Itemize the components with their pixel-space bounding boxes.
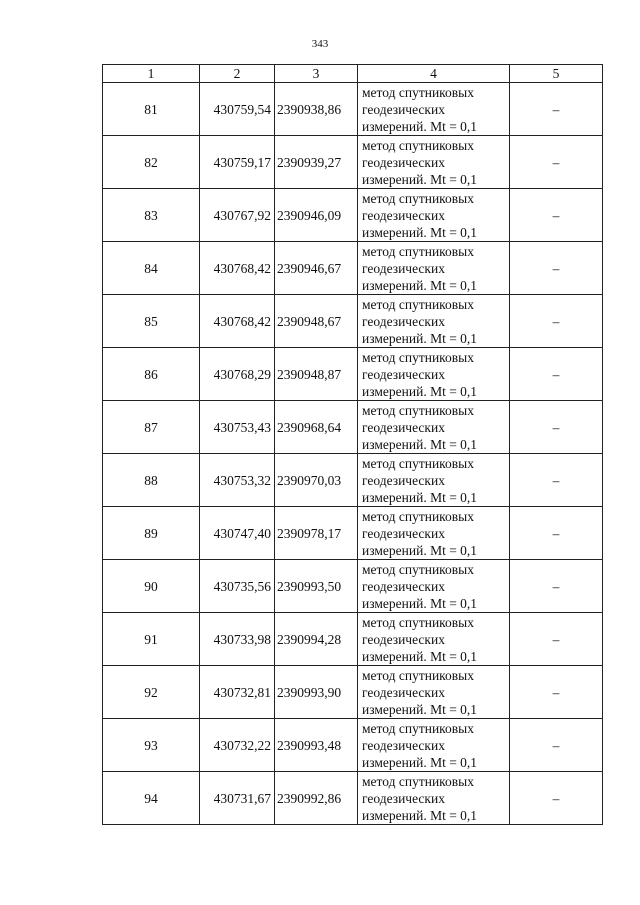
method-cell — [358, 613, 510, 666]
point-number-cell: 86 — [103, 348, 200, 401]
x-coordinate-cell: 430759,17 — [200, 136, 275, 189]
y-coordinate-cell: 2390946,67 — [275, 242, 358, 295]
method-cell — [358, 348, 510, 401]
point-number-cell: 90 — [103, 560, 200, 613]
table-header-row — [103, 65, 603, 83]
x-coordinate-cell: 430733,98 — [200, 613, 275, 666]
method-line: измерений. Mt = 0,1 — [362, 171, 478, 187]
method-line: измерений. Mt = 0,1 — [362, 277, 478, 293]
note-cell: – — [510, 772, 603, 825]
method-line: геодезических — [362, 525, 445, 541]
method-line: измерений. Mt = 0,1 — [362, 542, 478, 558]
table-row — [103, 295, 603, 348]
method-line: метод спутниковых — [362, 137, 474, 153]
method-cell — [358, 666, 510, 719]
method-line: геодезических — [362, 101, 445, 117]
x-coordinate-cell: 430735,56 — [200, 560, 275, 613]
x-coordinate-cell: 430753,43 — [200, 401, 275, 454]
x-coordinate-cell: 430731,67 — [200, 772, 275, 825]
point-number-cell: 91 — [103, 613, 200, 666]
point-number-cell: 88 — [103, 454, 200, 507]
method-line: метод спутниковых — [362, 84, 474, 100]
method-cell — [358, 560, 510, 613]
note-cell: – — [510, 507, 603, 560]
y-coordinate-cell: 2390992,86 — [275, 772, 358, 825]
method-line: геодезических — [362, 419, 445, 435]
method-cell — [358, 772, 510, 825]
y-coordinate-cell: 2390970,03 — [275, 454, 358, 507]
method-line: геодезических — [362, 154, 445, 170]
note-cell: – — [510, 401, 603, 454]
point-number-cell: 81 — [103, 83, 200, 136]
y-coordinate-cell: 2390968,64 — [275, 401, 358, 454]
method-cell — [358, 83, 510, 136]
note-cell: – — [510, 136, 603, 189]
method-line: измерений. Mt = 0,1 — [362, 701, 478, 717]
point-number-cell: 92 — [103, 666, 200, 719]
page-number: 343 — [311, 38, 329, 50]
note-cell: – — [510, 719, 603, 772]
method-line: геодезических — [362, 472, 445, 488]
note-cell: – — [510, 295, 603, 348]
column-header-5: 5 — [510, 65, 603, 83]
column-header-1: 1 — [103, 65, 200, 83]
point-number-cell: 89 — [103, 507, 200, 560]
table-row — [103, 401, 603, 454]
method-cell — [358, 507, 510, 560]
method-line: измерений. Mt = 0,1 — [362, 118, 478, 134]
method-line: метод спутниковых — [362, 508, 474, 524]
x-coordinate-cell: 430747,40 — [200, 507, 275, 560]
note-cell: – — [510, 560, 603, 613]
method-line: измерений. Mt = 0,1 — [362, 807, 478, 823]
method-line: измерений. Mt = 0,1 — [362, 436, 478, 452]
point-number-cell: 84 — [103, 242, 200, 295]
note-cell: – — [510, 83, 603, 136]
method-cell — [358, 401, 510, 454]
point-number-cell: 93 — [103, 719, 200, 772]
method-line: измерений. Mt = 0,1 — [362, 224, 478, 240]
note-cell: – — [510, 454, 603, 507]
method-line: метод спутниковых — [362, 190, 474, 206]
method-cell — [358, 295, 510, 348]
column-header-4: 4 — [358, 65, 510, 83]
note-cell: – — [510, 242, 603, 295]
method-line: геодезических — [362, 790, 445, 806]
table-row — [103, 613, 603, 666]
point-number-cell: 83 — [103, 189, 200, 242]
table-row — [103, 242, 603, 295]
x-coordinate-cell: 430768,29 — [200, 348, 275, 401]
table-row — [103, 772, 603, 825]
table-row — [103, 560, 603, 613]
method-line: метод спутниковых — [362, 614, 474, 630]
x-coordinate-cell: 430732,81 — [200, 666, 275, 719]
method-line: геодезических — [362, 313, 445, 329]
table-row — [103, 83, 603, 136]
table-row — [103, 719, 603, 772]
method-line: метод спутниковых — [362, 455, 474, 471]
y-coordinate-cell: 2390993,50 — [275, 560, 358, 613]
method-line: метод спутниковых — [362, 720, 474, 736]
x-coordinate-cell: 430768,42 — [200, 242, 275, 295]
note-cell: – — [510, 189, 603, 242]
method-line: геодезических — [362, 366, 445, 382]
method-line: измерений. Mt = 0,1 — [362, 648, 478, 664]
x-coordinate-cell: 430768,42 — [200, 295, 275, 348]
method-line: метод спутниковых — [362, 349, 474, 365]
y-coordinate-cell: 2390939,27 — [275, 136, 358, 189]
column-header-2: 2 — [200, 65, 275, 83]
table-row — [103, 136, 603, 189]
method-line: измерений. Mt = 0,1 — [362, 754, 478, 770]
method-line: метод спутниковых — [362, 296, 474, 312]
method-line: измерений. Mt = 0,1 — [362, 330, 478, 346]
method-line: метод спутниковых — [362, 773, 474, 789]
method-cell — [358, 719, 510, 772]
x-coordinate-cell: 430753,32 — [200, 454, 275, 507]
method-cell — [358, 454, 510, 507]
note-cell: – — [510, 348, 603, 401]
x-coordinate-cell: 430732,22 — [200, 719, 275, 772]
x-coordinate-cell: 430759,54 — [200, 83, 275, 136]
y-coordinate-cell: 2390994,28 — [275, 613, 358, 666]
method-line: геодезических — [362, 578, 445, 594]
method-line: метод спутниковых — [362, 243, 474, 259]
note-cell: – — [510, 613, 603, 666]
y-coordinate-cell: 2390938,86 — [275, 83, 358, 136]
point-number-cell: 94 — [103, 772, 200, 825]
y-coordinate-cell: 2390946,09 — [275, 189, 358, 242]
table-row — [103, 454, 603, 507]
method-line: геодезических — [362, 207, 445, 223]
y-coordinate-cell: 2390993,48 — [275, 719, 358, 772]
y-coordinate-cell: 2390993,90 — [275, 666, 358, 719]
method-line: метод спутниковых — [362, 561, 474, 577]
y-coordinate-cell: 2390948,87 — [275, 348, 358, 401]
method-line: геодезических — [362, 737, 445, 753]
method-line: геодезических — [362, 684, 445, 700]
method-cell — [358, 242, 510, 295]
method-line: измерений. Mt = 0,1 — [362, 383, 478, 399]
coordinates-table — [102, 64, 603, 825]
method-line: геодезических — [362, 260, 445, 276]
method-cell — [358, 136, 510, 189]
y-coordinate-cell: 2390948,67 — [275, 295, 358, 348]
table-row — [103, 666, 603, 719]
method-line: метод спутниковых — [362, 402, 474, 418]
x-coordinate-cell: 430767,92 — [200, 189, 275, 242]
point-number-cell: 85 — [103, 295, 200, 348]
table-row — [103, 348, 603, 401]
table-row — [103, 189, 603, 242]
point-number-cell: 82 — [103, 136, 200, 189]
note-cell: – — [510, 666, 603, 719]
y-coordinate-cell: 2390978,17 — [275, 507, 358, 560]
method-line: измерений. Mt = 0,1 — [362, 595, 478, 611]
method-line: метод спутниковых — [362, 667, 474, 683]
point-number-cell: 87 — [103, 401, 200, 454]
table-row — [103, 507, 603, 560]
method-cell — [358, 189, 510, 242]
method-line: измерений. Mt = 0,1 — [362, 489, 478, 505]
method-line: геодезических — [362, 631, 445, 647]
table-body — [103, 65, 603, 825]
column-header-3: 3 — [275, 65, 358, 83]
